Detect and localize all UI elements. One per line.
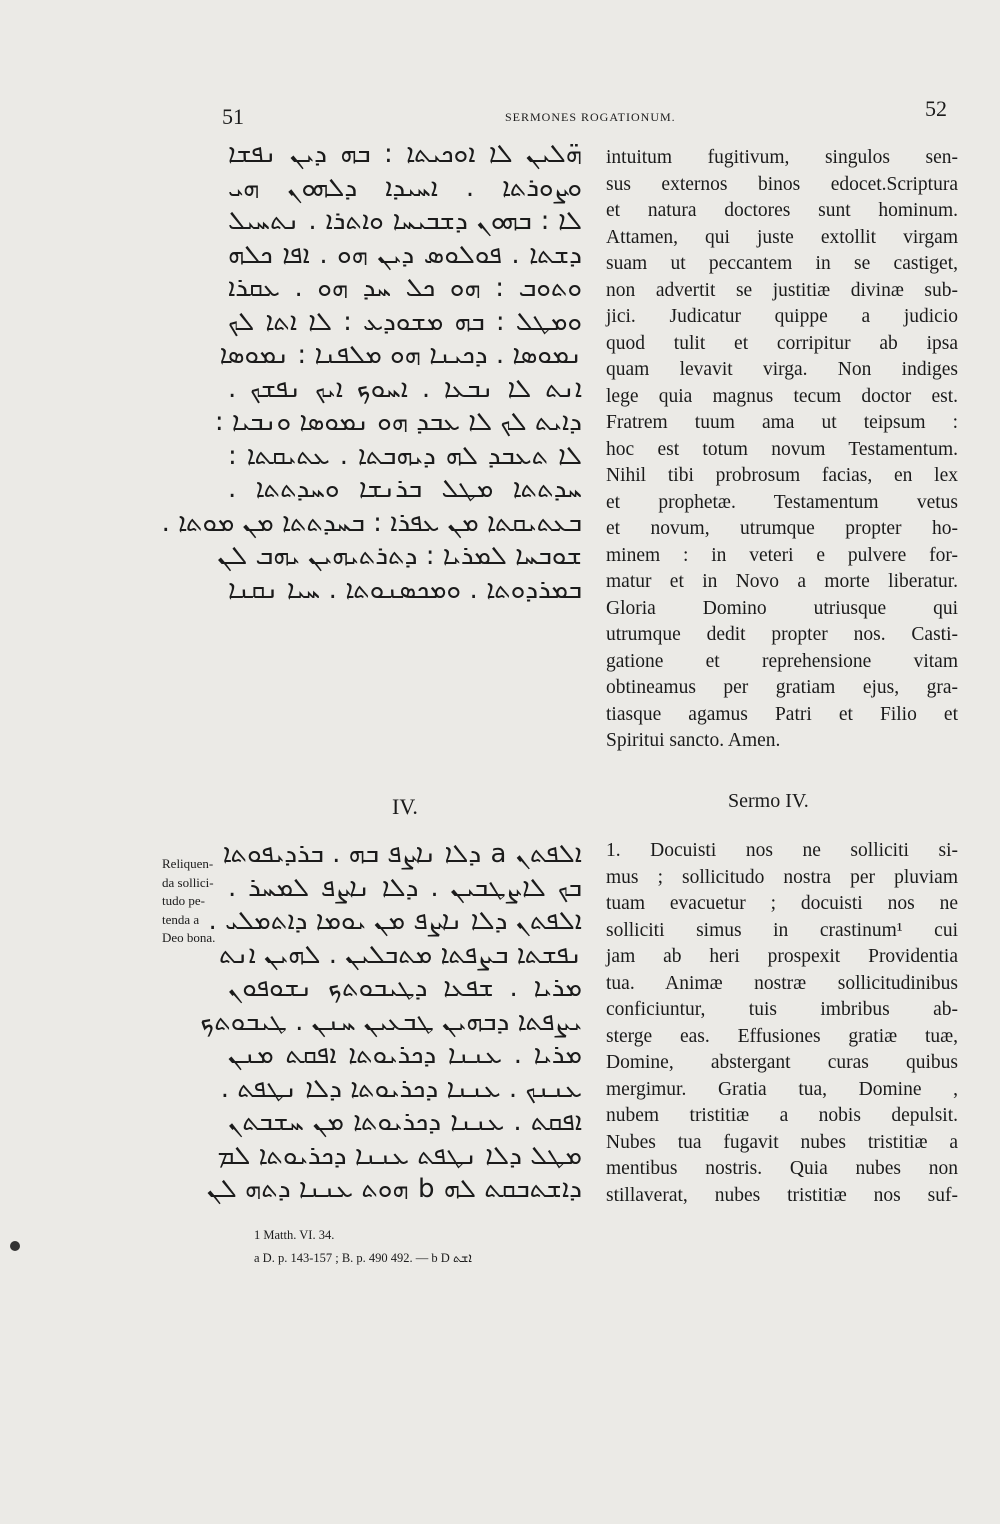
latin-line: non advertit se justitiæ divinæ sub- <box>606 279 958 301</box>
latin-line: stillaverat, nubes tristitiæ nos suf- <box>606 1184 958 1206</box>
latin-line: utrumque dedit propter nos. Casti- <box>606 624 958 645</box>
syriac-line: ܕܐܝܬ ܠܟ ܠܐ ܥܒܕ ܗܘ ܢܡܘܣܐ ܘܢܒܝܐ : <box>214 407 582 437</box>
margin-note-line: da sollici- <box>162 874 214 890</box>
syriac-line: ܡܛܠ ܕܠܐ ܢܛܦܬ ܥܢܢܐ ܕܟܪܝܘܬܐ ܠܡ <box>217 1140 582 1171</box>
syriac-line: ܚܕܬܬܐ ܡܛܠ ܒܪܢܫܐ ܘܚܕܬܬܐ . <box>228 474 582 504</box>
syriac-line: ܘܡܛܠ : ܒܗ ܡܫܘܕܥ : ܠܐ ܐܬܐ ܠܟ <box>228 306 582 337</box>
margin-note-line: tenda a <box>162 911 200 927</box>
latin-line: Nihil tibi probrosum facias, en lex <box>606 465 958 486</box>
syriac-line: ܥܢܢܟ . ܥܢܢܐ ܕܟܪܝܘܬܐ ܕܠܐ ܢܛܦܬ . <box>220 1073 582 1104</box>
latin-line: quam levavit virga. Non indiges <box>606 359 958 380</box>
running-title: SERMONES ROGATIONUM. <box>505 110 676 124</box>
latin-line: Gloria Domino utriusque qui <box>606 597 958 619</box>
syriac-line: ܒܟ ܠܐܨܛܒܝܢ . ܕܠܐ ܢܐܨܦ ܠܡܚܪ . <box>228 872 582 903</box>
sermon-title: Sermo IV. <box>728 790 809 812</box>
latin-line: mus ; sollicitudo nostra per pluviam <box>606 866 958 888</box>
footnote-variants: a D. p. 143-157 ; B. p. 490 492. — b D ܐܫܬ <box>254 1251 472 1265</box>
footnote-reference: 1 Matth. VI. 34. <box>254 1228 335 1242</box>
latin-line: minem : in veteri e pulvere for- <box>606 544 958 566</box>
syriac-line: ܘܨܘܪܬܐ . ܐܚܝܕܐ ܕܠܗܘܢ ܗܝ <box>228 172 582 203</box>
latin-line: 1. Docuisti nos ne solliciti si- <box>606 840 958 861</box>
syriac-line: ܒܥܬܝܩܬܐ ܡܢ ܥܦܪܐ : ܒܚܕܬܬܐ ܡܢ ܡܘܬܐ . <box>161 507 582 538</box>
latin-line: et natura doctores sunt hominum. <box>606 200 958 221</box>
latin-line: Nubes tua fugavit nubes tristitiæ a <box>606 1131 958 1153</box>
section-number: IV. <box>392 794 418 819</box>
syriac-line: ܕܫܬܐ . ܦܘܠܘܣ ܕܝܢ ܗܘ . ܐܦܐ ܟܠܗ <box>228 239 582 270</box>
syriac-line: ܫܘܒܚܐ ܠܡܪܝܐ : ܕܬܪܬܝܗܝܢ ܝܗܒ ܠܢ <box>217 541 582 571</box>
latin-line: sus externos binos edocet.Scriptura <box>606 173 958 195</box>
latin-line: solliciti simus in crastinum¹ cui <box>606 919 958 941</box>
footnotes <box>254 1228 594 1266</box>
syriac-line: ܡܪܝܐ . ܥܢܢܐ ܕܟܪܝܘܬܐ ܐܦܩܬ ܡܢܢ <box>228 1040 582 1070</box>
latin-line: hoc est totum novum Testamentum. <box>606 438 958 460</box>
latin-line: conficiuntur, tuis imbribus ab- <box>606 999 958 1020</box>
binding-dot <box>10 1241 20 1251</box>
syriac-line: ܠܐ : ܒܗܘܢ ܕܫܒܝܚܐ ܘܐܬܪܐ . ܢܬܚܝܠ <box>228 206 582 236</box>
page-number-right: 52 <box>925 96 947 121</box>
latin-line: quod tulit et corripitur ab ipsa <box>606 332 958 354</box>
syriac-line: ܡܪܝܐ . ܫܦܥܐ ܕܛܝܒܘܬܟ ܢܫܘܦܘܢ <box>228 973 582 1003</box>
syriac-line: ܐܠܦܬܢ ܕܠܐ ܢܐܨܦ ܡܢ ܝܘܡܐ ܕܐܬܡܠܝ . <box>208 906 582 936</box>
latin-line: et novum, utrumque propter ho- <box>606 518 958 539</box>
page-number-left: 51 <box>222 104 244 129</box>
latin-line: mergimur. Gratia tua, Domine , <box>606 1078 958 1100</box>
latin-line: tuam evacuetur ; docuisti nos ne <box>606 893 958 914</box>
latin-line: gatione et reprehensione vitam <box>606 650 958 672</box>
syriac-line: ܐܠܦܬܢ a ܕܠܐ ܢܐܨܦ ܒܗ . ܒܪܕܝܦܘܬܐ <box>222 839 582 869</box>
syriac-line: ܗ̈ܠܝܢ ܠܐ ܐܘܟܝܬܐ : ܒܗ ܕܝܢ ܢܦܫܐ <box>228 139 582 169</box>
latin-column-top <box>606 145 958 755</box>
syriac-line: ܐܦܩܬ . ܥܢܢܐ ܕܟܪܝܘܬܐ ܡܢ ܚܫܒܬܢ <box>228 1107 582 1137</box>
latin-line: suam ut peccantem in se castiget, <box>606 253 958 274</box>
syriac-column-bottom <box>200 838 582 1207</box>
latin-line: tiasque agamus Patri et Filio et <box>606 703 958 725</box>
syriac-line: ܢܡܘܣܐ . ܕܟܝܢܐ ܗܘ ܡܠܦܢܐ : ܢܡܘܣܐ <box>219 340 582 370</box>
latin-line: et prophetæ. Testamentum vetus <box>606 491 958 513</box>
syriac-line: ܢܦܫܬܐ ܒܨܦܬܐ ܡܬܒܠܝܢ . ܠܗܝܢ ܐܢܬ <box>218 939 582 970</box>
syriac-line: ܒܡܪܕܘܬܐ . ܘܡܟܣܢܘܬܐ . ܚܝܐ ܢܩܢܐ <box>228 574 582 605</box>
syriac-line: ܝܨܦܬܐ ܕܒܗܝܢ ܛܒܥܝܢ ܚܢܢ . ܛܝܒܘܬܟ <box>200 1006 582 1037</box>
latin-line: intuitum fugitivum, singulos sen- <box>606 147 958 168</box>
latin-line: sterge eas. Effusiones gratiæ tuæ, <box>606 1025 958 1047</box>
margin-note-line: tudo pe- <box>162 893 205 908</box>
latin-line: nubem tristitiæ a nobis depulsit. <box>606 1105 958 1126</box>
latin-line: mentibus nostris. Quia nubes non <box>606 1158 958 1179</box>
latin-line: jam ab heri prospexit Providentia <box>606 946 958 967</box>
latin-line: jici. Judicatur quippe a judicio <box>606 306 958 327</box>
syriac-line: ܕܐܫܬܒܩܬ ܠܗ b ܗܘܬ ܥܢܢܐ ܕܬܗ ܠܢ <box>207 1174 582 1204</box>
syriac-line: ܠܐ ܬܥܒܕ ܠܗ ܕܝܗܒܬܐ . ܥܬܝܩܬܐ : <box>228 440 582 471</box>
latin-line: Domine, abstergant curas quibus <box>606 1052 958 1073</box>
margin-note-line: Deo bona. <box>162 930 216 945</box>
latin-line: Fratrem tuum ama ut teipsum : <box>606 412 958 433</box>
latin-column-bottom <box>606 838 958 1209</box>
margin-note-line: Reliquen- <box>162 856 214 871</box>
syriac-line: ܐܢܬ ܠܐ ܢܒܥܐ . ܐܚܘܟ ܐܝܟ ܢܦܫܟ . <box>228 373 582 404</box>
latin-line: tua. Animæ nostræ sollicitudinibus <box>606 972 958 994</box>
latin-line: obtineamus per gratiam ejus, gra- <box>606 677 958 698</box>
latin-line: Attamen, qui juste extollit virgam <box>606 226 958 248</box>
syriac-column-top <box>161 138 582 607</box>
syriac-line: ܘܬܘܒ : ܗܘ ܟܠ ܚܕ ܗܘ . ܥܩܪܐ <box>228 273 582 303</box>
latin-line: Spiritui sancto. Amen. <box>606 730 781 751</box>
latin-line: matur et in Novo a morte liberatur. <box>606 571 958 592</box>
latin-line: lege quia magnus tecum doctor est. <box>606 385 958 407</box>
